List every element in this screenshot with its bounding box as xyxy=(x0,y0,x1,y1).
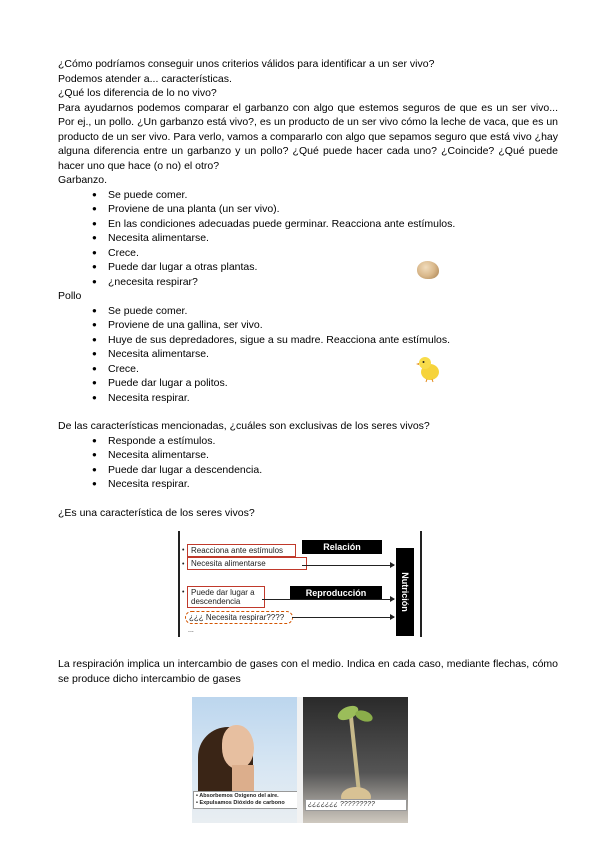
list-item: ● Puede dar lugar a otras plantas. xyxy=(108,260,558,275)
document-body xyxy=(58,57,558,520)
list-item: ● Se puede comer. xyxy=(108,304,558,319)
diagram-box-descendencia: Puede dar lugar a descendencia xyxy=(187,586,265,608)
exclusive-question: De las características mencionadas, ¿cuáles son exclusivas de los seres vivos? xyxy=(58,420,430,432)
person-caption: • Absorbemos Oxigeno del aire. • Expulsamos Dióxido de carbono xyxy=(193,791,297,809)
characteristics-diagram: • Reacciona ante estímulos Relación • Necesita alimentarse Nutrición • Puede dar lugar a descendencia Reproducción ¿¿¿ Necesita respirar???? ... xyxy=(178,531,422,637)
arrow-reproduccion xyxy=(262,599,394,600)
list-item: ● Puede dar lugar a politos. xyxy=(108,376,558,391)
arrow-respirar xyxy=(292,617,394,618)
list-item: ● En las condiciones adecuadas puede germinar. Reacciona ante estímulos. xyxy=(108,217,558,232)
list-item: ● Crece. xyxy=(108,362,558,377)
breathing-person-photo xyxy=(192,697,297,823)
list-item: ● Necesita alimentarse. xyxy=(108,448,558,463)
diagram-box-respirar: ¿¿¿ Necesita respirar???? xyxy=(185,611,293,624)
label-relacion: Relación xyxy=(302,540,382,554)
intro-paragraph: Para ayudarnos podemos comparar el garbanzo con algo que estemos seguros de que es un ser vivo... Por ej., un pollo. ¿Un garbanzo está vivo?, es un producto de un ser vivo cómo la leche de vaca, que es un producto de un ser vivo. Para verlo, vamos a compararlo con algo que sepamos seguro que está vivo ¿hay alguna diferencia entre un garbanzo y un pollo? ¿Qué puede hacer cada uno? ¿Coincide? ¿Qué puede hacer uno que hace (o no) el otro? xyxy=(58,101,558,172)
diagram-right-bar xyxy=(420,531,422,637)
diagram-left-bar xyxy=(178,531,180,637)
chick-image xyxy=(414,353,444,383)
arrow-nutricion xyxy=(302,565,394,566)
pollo-list xyxy=(58,304,558,406)
list-item: ● Necesita alimentarse. xyxy=(108,231,558,246)
pollo-title: Pollo xyxy=(58,290,82,302)
diagram-box-alimentarse: Necesita alimentarse xyxy=(187,557,307,570)
label-reproduccion: Reproducción xyxy=(290,586,382,600)
diagram-ellipsis: ... xyxy=(188,627,194,634)
garbanzo-list xyxy=(58,188,558,290)
list-item: ● Proviene de una planta (un ser vivo). xyxy=(108,202,558,217)
list-item: ● Proviene de una gallina, ser vivo. xyxy=(108,318,558,333)
list-item: ● Se puede comer. xyxy=(108,188,558,203)
respira-question: ¿Es una característica de los seres vivos? xyxy=(58,506,255,519)
plant-caption: ¿¿¿¿¿¿¿ ????????? xyxy=(305,799,407,811)
intro-question-1: ¿Cómo podríamos conseguir unos criterios válidos para identificar a un ser vivo? xyxy=(58,58,435,70)
chickpea-image xyxy=(417,261,439,279)
label-nutricion: Nutrición xyxy=(396,548,414,636)
intro-question-3: ¿Qué los diferencia de lo no vivo? xyxy=(58,87,217,99)
gas-exchange-photos xyxy=(192,697,408,823)
gases-paragraph: La respiración implica un intercambio de gases con el medio. Indica en cada caso, mediante flechas, cómo se produce dicho intercambio de gases xyxy=(58,658,558,685)
list-item: ● Necesita respirar. xyxy=(108,477,558,492)
list-item: ● Crece. xyxy=(108,246,558,261)
list-item: ● Responde a estímulos. xyxy=(108,434,558,449)
list-item: ● Huye de sus depredadores, sigue a su madre. Reacciona ante estímulos. xyxy=(108,333,558,348)
list-item: ● ¿necesita respirar? xyxy=(108,275,558,290)
garbanzo-title: Garbanzo. xyxy=(58,174,108,186)
intro-question-2: Podemos atender a... características. xyxy=(58,72,232,85)
list-item: ● Puede dar lugar a descendencia. xyxy=(108,463,558,478)
exclusive-list xyxy=(58,434,558,492)
list-item: ● Necesita respirar. xyxy=(108,391,558,406)
list-item: ● Necesita alimentarse. xyxy=(108,347,558,362)
diagram-box-estimulos: Reacciona ante estímulos xyxy=(187,544,296,557)
